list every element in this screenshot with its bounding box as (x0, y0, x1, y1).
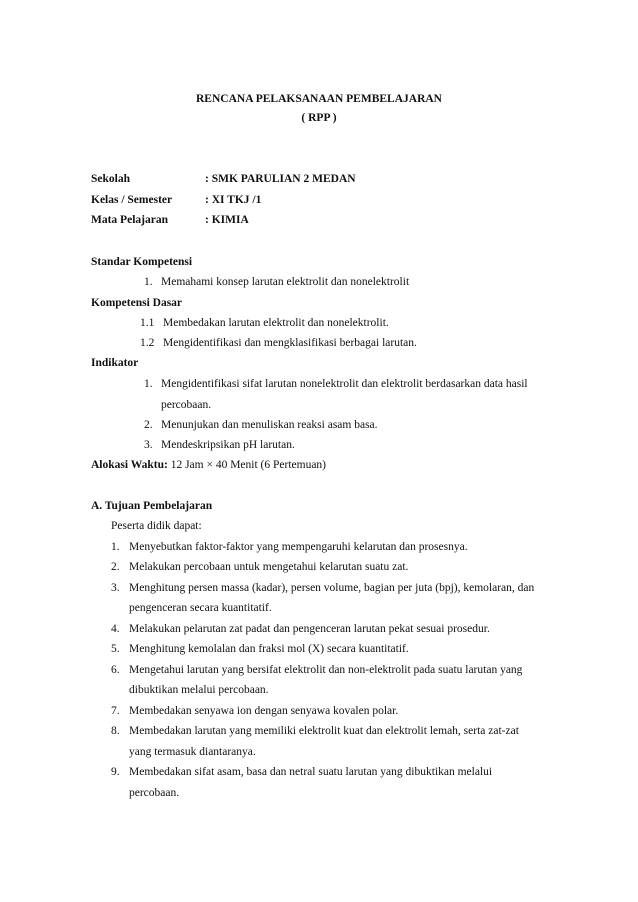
list-item-number: 1. (111, 541, 120, 553)
list-item-text: Mengetahui larutan yang bersifat elektrolit dan non-elektrolit pada suatu larutan yang (129, 664, 523, 676)
list-item-text: Mengidentifikasi dan mengklasifikasi berbagai larutan. (163, 337, 417, 349)
list-item-text: Menghitung persen massa (kadar), persen volume, bagian per juta (bpj), kemolaran, dan (129, 582, 535, 594)
identity-value-kelas: : XI TKJ /1 (205, 194, 262, 206)
list-item-number: 1.2 (140, 337, 155, 349)
identity-label-mapel: Mata Pelajaran (91, 214, 168, 226)
section-heading-indikator: Indikator (91, 357, 139, 369)
list-item-text: Membedakan larutan yang memiliki elektrolit kuat dan elektrolit lemah, serta zat-zat (129, 725, 519, 737)
identity-value-sekolah: : SMK PARULIAN 2 MEDAN (205, 173, 356, 185)
list-item-number: 4. (111, 623, 120, 635)
list-item-text: Menyebutkan faktor-faktor yang mempengaruhi kelarutan dan prosesnya. (129, 541, 468, 553)
list-item-text-continued: pengenceran secara kuantitatif. (129, 602, 272, 614)
list-item-text: Mendeskripsikan pH larutan. (161, 439, 295, 451)
list-item-text-continued: percobaan. (129, 787, 180, 799)
list-item-number: 5. (111, 643, 120, 655)
section-heading-standar-kompetensi: Standar Kompetensi (91, 256, 193, 268)
list-item-text: Mengidentifikasi sifat larutan nonelektrolit dan elektrolit berdasarkan data hasil (161, 378, 528, 390)
alokasi-waktu (91, 458, 326, 472)
list-item-text: Melakukan pelarutan zat padat dan pengenceran larutan pekat sesuai prosedur. (129, 623, 490, 635)
list-item-number: 2. (111, 561, 120, 573)
tujuan-intro: Peserta didik dapat: (111, 520, 202, 532)
list-item-text-continued: percobaan. (161, 399, 212, 411)
section-heading-tujuan: A. Tujuan Pembelajaran (91, 500, 213, 512)
alokasi-waktu-value: 12 Jam × 40 Menit (6 Pertemuan) (167, 459, 327, 471)
list-item-text-continued: yang termasuk diantaranya. (129, 746, 256, 758)
list-item-number: 7. (111, 705, 120, 717)
list-item-text: Menunjukan dan menuliskan reaksi asam basa. (161, 419, 378, 431)
list-item-number: 2. (144, 419, 153, 431)
list-item-text: Membedakan larutan elektrolit dan nonelektrolit. (163, 317, 389, 329)
list-item-text: Melakukan percobaan untuk mengetahui kelarutan suatu zat. (129, 561, 409, 573)
list-item-number: 3. (144, 439, 153, 451)
list-item-text-continued: dibuktikan melalui percobaan. (129, 684, 269, 696)
list-item-text: Membedakan sifat asam, basa dan netral suatu larutan yang dibuktikan melalui (129, 766, 493, 778)
list-item-number: 1. (144, 276, 153, 288)
list-item-number: 6. (111, 664, 120, 676)
document-title: RENCANA PELAKSANAAN PEMBELAJARAN (196, 93, 442, 105)
alokasi-waktu-label: Alokasi Waktu: (91, 459, 168, 471)
list-item-number: 1. (144, 378, 153, 390)
list-item-number: 8. (111, 725, 120, 737)
list-item-text: Menghitung kemolalan dan fraksi mol (X) secara kuantitatif. (129, 643, 409, 655)
list-item-number: 1.1 (140, 317, 155, 329)
list-item-number: 3. (111, 582, 120, 594)
identity-value-mapel: : KIMIA (205, 214, 249, 226)
section-heading-kompetensi-dasar: Kompetensi Dasar (91, 297, 183, 309)
document-subtitle: ( RPP ) (301, 112, 337, 124)
list-item-text: Membedakan senyawa ion dengan senyawa kovalen polar. (129, 705, 399, 717)
list-item-number: 9. (111, 766, 120, 778)
identity-label-kelas: Kelas / Semester (91, 194, 173, 206)
identity-label-sekolah: Sekolah (91, 173, 130, 185)
list-item-text: Memahami konsep larutan elektrolit dan nonelektrolit (161, 276, 410, 288)
